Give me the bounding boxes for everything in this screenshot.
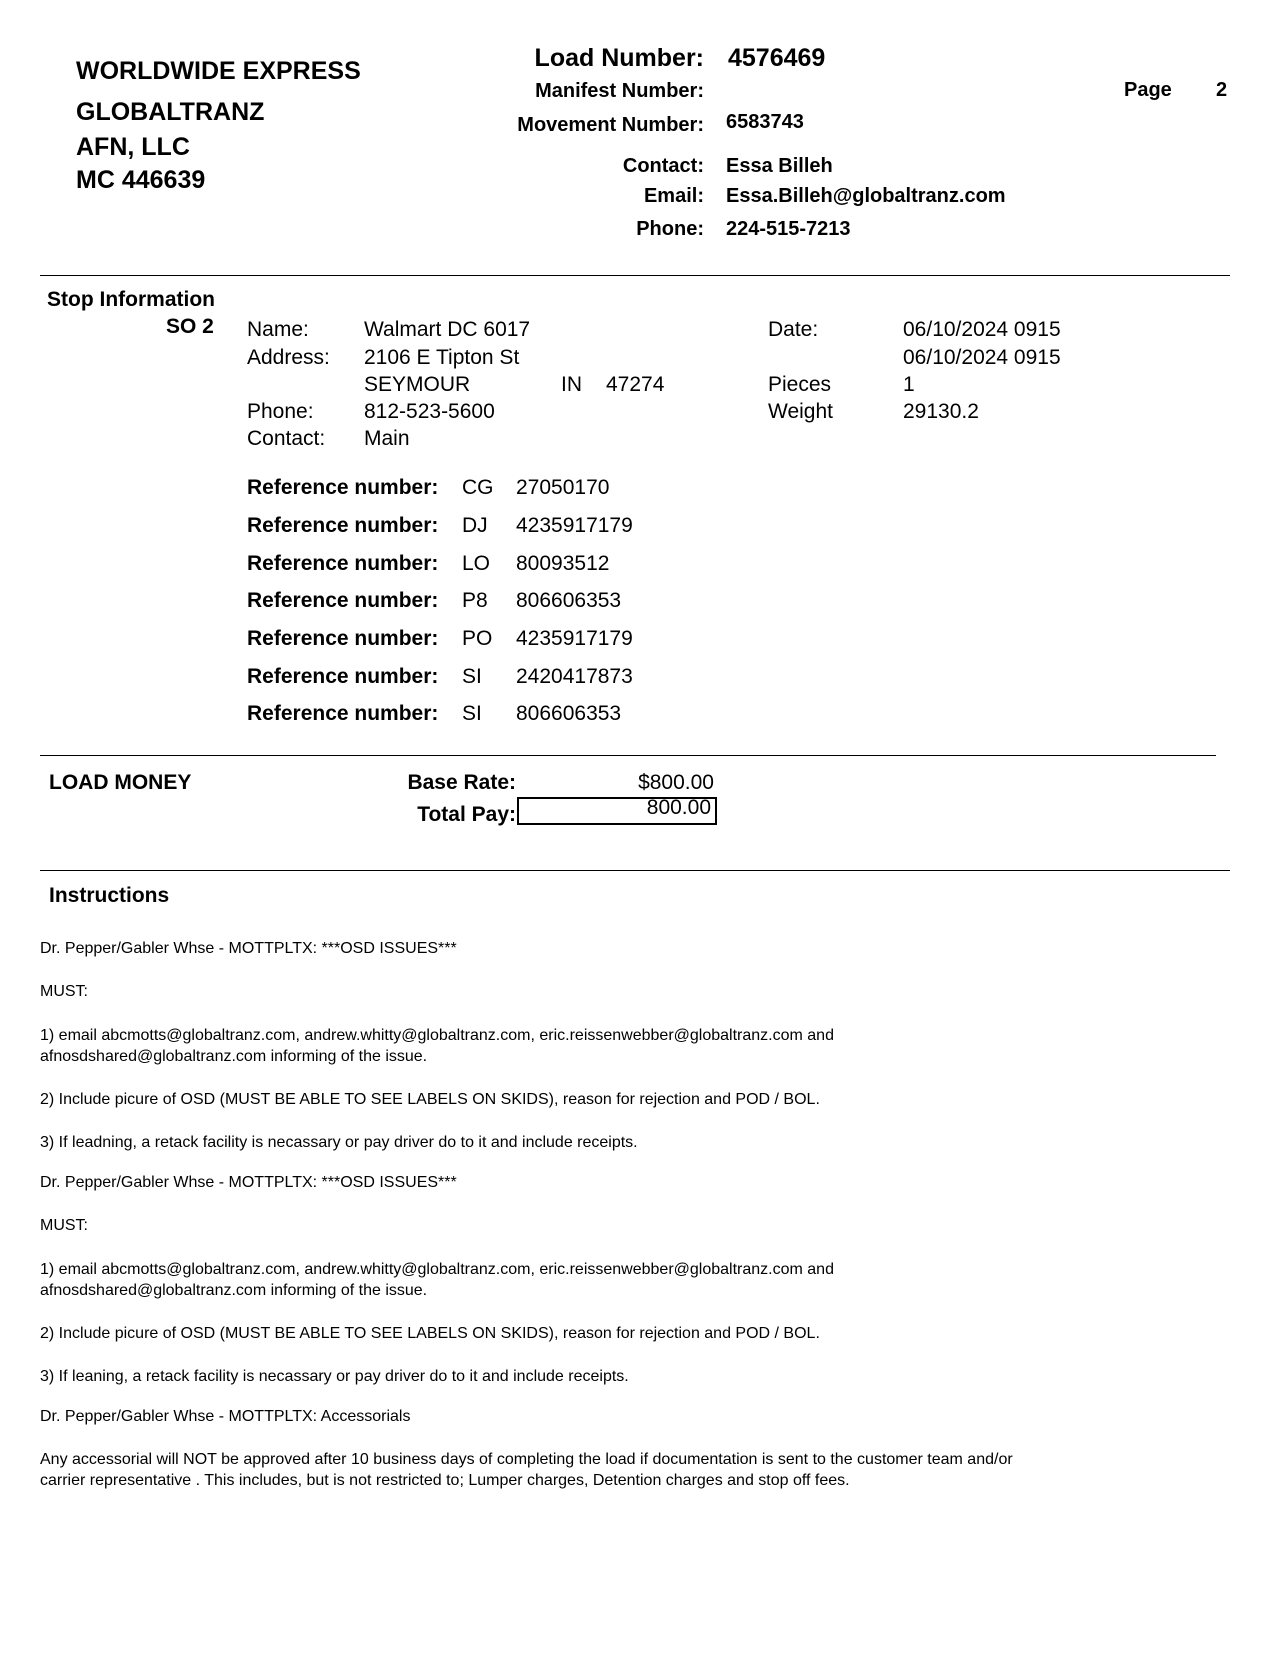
- reference-code: PO: [462, 627, 493, 650]
- page-number: 2: [1216, 79, 1228, 101]
- reference-value: 4235917179: [516, 514, 633, 537]
- instruction-line: 2) Include picure of OSD (MUST BE ABLE TO SEE LABELS ON SKIDS), reason for rejection and POD / BOL.: [40, 1091, 820, 1108]
- instruction-line: afnosdshared@globaltranz.com informing of the issue.: [40, 1282, 428, 1299]
- reference-value: 27050170: [516, 476, 610, 499]
- reference-label: Reference number:: [247, 627, 439, 650]
- stop-divider: [40, 755, 1216, 756]
- stop-contact-value: Main: [364, 427, 410, 450]
- reference-value: 806606353: [516, 702, 622, 725]
- contact-value: Essa Billeh: [726, 155, 833, 177]
- stop-pieces-label: Pieces: [768, 373, 832, 396]
- stop-section-title: Stop Information: [47, 288, 215, 311]
- header-divider: [40, 275, 1230, 276]
- reference-code: SI: [462, 702, 482, 725]
- reference-value: 2420417873: [516, 665, 633, 688]
- stop-phone-label: Phone:: [247, 400, 314, 423]
- stop-date-2: 06/10/2024 0915: [903, 346, 1061, 369]
- instruction-line: 2) Include picure of OSD (MUST BE ABLE TO SEE LABELS ON SKIDS), reason for rejection and POD / BOL.: [40, 1325, 820, 1342]
- email-value: Essa.Billeh@globaltranz.com: [726, 185, 1006, 207]
- movement-number-value: 6583743: [726, 111, 804, 133]
- reference-code: LO: [462, 552, 491, 575]
- phone-value: 224-515-7213: [726, 218, 851, 240]
- reference-code: CG: [462, 476, 494, 499]
- stop-city: SEYMOUR: [364, 373, 471, 396]
- stop-contact-label: Contact:: [247, 427, 326, 450]
- reference-label: Reference number:: [247, 514, 439, 537]
- company-mc-number: MC 446639: [76, 166, 206, 194]
- total-pay-label: Total Pay:: [417, 803, 516, 826]
- reference-label: Reference number:: [247, 476, 439, 499]
- manifest-number-label: Manifest Number:: [535, 80, 704, 102]
- company-name-line3: AFN, LLC: [76, 133, 190, 161]
- instruction-line: Dr. Pepper/Gabler Whse - MOTTPLTX: ***OSD ISSUES***: [40, 1174, 457, 1191]
- instruction-line: MUST:: [40, 983, 88, 1000]
- company-name-line2: GLOBALTRANZ: [76, 98, 265, 126]
- base-rate-value: $800.00: [638, 771, 714, 794]
- base-rate-label: Base Rate:: [407, 771, 516, 794]
- stop-name-value: Walmart DC 6017: [364, 318, 531, 341]
- stop-id: SO 2: [166, 315, 214, 338]
- load-number-value: 4576469: [728, 44, 826, 72]
- reference-code: DJ: [462, 514, 488, 537]
- instruction-line: afnosdshared@globaltranz.com informing of the issue.: [40, 1048, 428, 1065]
- stop-pieces-value: 1: [903, 373, 915, 396]
- stop-weight-value: 29130.2: [903, 400, 979, 423]
- stop-phone-value: 812-523-5600: [364, 400, 495, 423]
- instruction-line: carrier representative . This includes, but is not restricted to; Lumper charges, Detention charges and stop off fees.: [40, 1472, 850, 1489]
- money-section-title: LOAD MONEY: [49, 771, 192, 794]
- reference-label: Reference number:: [247, 665, 439, 688]
- page-label: Page: [1124, 79, 1172, 101]
- stop-date-1: 06/10/2024 0915: [903, 318, 1061, 341]
- reference-label: Reference number:: [247, 589, 439, 612]
- instruction-line: 3) If leaning, a retack facility is necassary or pay driver do to it and include receipts.: [40, 1368, 629, 1385]
- instruction-line: Dr. Pepper/Gabler Whse - MOTTPLTX: Accessorials: [40, 1408, 411, 1425]
- phone-label: Phone:: [636, 218, 704, 240]
- email-label: Email:: [643, 185, 704, 207]
- instruction-line: 1) email abcmotts@globaltranz.com, andrew.whitty@globaltranz.com, eric.reissenwebber@globaltranz.com and: [40, 1027, 834, 1044]
- stop-address-label: Address:: [247, 346, 330, 369]
- reference-code: P8: [462, 589, 488, 612]
- reference-value: 4235917179: [516, 627, 633, 650]
- total-pay-value: 800.00: [646, 796, 711, 819]
- load-number-label: Load Number:: [534, 44, 704, 72]
- instructions-title: Instructions: [49, 884, 170, 907]
- money-divider: [40, 870, 1230, 871]
- instruction-line: Any accessorial will NOT be approved after 10 business days of completing the load if documentation is sent to the customer team and/or: [40, 1451, 1013, 1468]
- instruction-line: MUST:: [40, 1217, 88, 1234]
- reference-label: Reference number:: [247, 552, 439, 575]
- contact-label: Contact:: [622, 155, 704, 177]
- stop-zip: 47274: [606, 373, 665, 396]
- stop-state: IN: [561, 373, 582, 396]
- instruction-line: 1) email abcmotts@globaltranz.com, andrew.whitty@globaltranz.com, eric.reissenwebber@globaltranz.com and: [40, 1261, 834, 1278]
- reference-label: Reference number:: [247, 702, 439, 725]
- instruction-line: Dr. Pepper/Gabler Whse - MOTTPLTX: ***OSD ISSUES***: [40, 940, 457, 957]
- reference-code: SI: [462, 665, 482, 688]
- instruction-line: 3) If leadning, a retack facility is necassary or pay driver do to it and include receipts.: [40, 1134, 638, 1151]
- reference-value: 806606353: [516, 589, 622, 612]
- company-name-line1: WORLDWIDE EXPRESS: [76, 57, 361, 85]
- stop-weight-label: Weight: [768, 400, 833, 423]
- movement-number-label: Movement Number:: [517, 114, 704, 136]
- stop-address-value: 2106 E Tipton St: [364, 346, 520, 369]
- reference-value: 80093512: [516, 552, 610, 575]
- stop-name-label: Name:: [247, 318, 309, 341]
- stop-date-label: Date:: [768, 318, 819, 341]
